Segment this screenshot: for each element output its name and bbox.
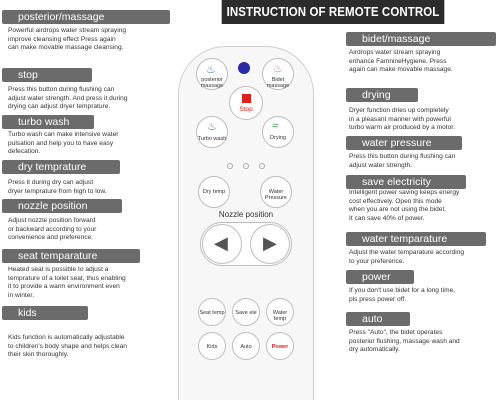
water-temp-button[interactable]: Water temp — [266, 298, 294, 326]
indicator-light-3 — [259, 163, 265, 169]
desc-dry-temprature: Press it during dry can adjust dryer temprature from high to low. — [8, 179, 107, 195]
arrow-right-icon: ▶ — [263, 233, 277, 253]
desc-drying: Dryer function dries up completely in a pleasant manner with powerful turbo warm air produced by a motor. — [349, 107, 455, 132]
turbo-wash-button[interactable]: ♨ Turbo wash — [196, 116, 228, 148]
nozzle-back-button[interactable] — [202, 224, 242, 264]
nozzle-position-label: Nozzle position — [218, 210, 274, 219]
heading-dry-temprature: dry temprature — [2, 160, 120, 174]
desc-save-electricity: Intelligent power saving keeps energy cost effectively. Open this mode when you are not using the bidet. It can save 40% of power. — [349, 189, 460, 222]
desc-auto: Press "Auto", the bidet operates posterior flushing, massage wash and dry automatically. — [349, 329, 460, 354]
drying-icon: ≈ — [272, 120, 279, 132]
desc-water-temparature: Adjust the water temparature according to your preference. — [349, 249, 465, 265]
desc-seat-temparature: Heated seat is possible to adjust a temprature of a toilet seat, thus enabling it to provide a warm environment even in winter. — [8, 266, 126, 299]
drying-button[interactable]: ≈ Drying — [262, 116, 294, 148]
heading-power: power — [346, 270, 414, 284]
heading-turbo-wash: turbo wash — [2, 115, 94, 129]
heading-nozzle-position: nozzle position — [2, 199, 122, 213]
power-button[interactable]: Power — [266, 332, 294, 360]
arrow-left-icon: ◀ — [214, 233, 228, 253]
desc-bidet-massage: Airdrops water stream spraying enhance FamnineHygiene. Press again can make movable massage. — [349, 49, 453, 74]
dry-temp-button[interactable]: Dry temp — [198, 176, 230, 208]
turbo-icon: ♨ — [207, 121, 217, 133]
desc-kids: Kids function is automatically adjustable to children's body shape and helps clean their skin thoroughly. — [8, 334, 127, 359]
heading-auto: auto — [346, 312, 410, 326]
indicator-light-1 — [227, 163, 233, 169]
desc-water-pressure: Press this button during flushing can adjust water strength. — [349, 153, 456, 169]
heading-water-temparature: water temparature — [346, 232, 486, 246]
page-title: INSTRUCTION OF REMOTE CONTROL — [222, 0, 445, 24]
water-pressure-button[interactable]: Water Pressure — [260, 176, 292, 208]
save-electricity-button[interactable]: Save ele — [232, 298, 260, 326]
posterior-icon: ♨ — [206, 64, 216, 76]
heading-seat-temparature: seat temparature — [2, 249, 140, 263]
heading-water-pressure: water pressure — [346, 136, 462, 150]
desc-nozzle-position: Adjust nozzle position forward or backward according to your convenience and preference. — [8, 217, 97, 242]
bidet-massage-button[interactable]: ♨ Bidet massage — [262, 58, 294, 90]
bidet-icon: ♨ — [273, 63, 283, 75]
posterior-massage-button[interactable]: ♨ posterior massage — [196, 58, 228, 90]
indicator-light-2 — [243, 163, 249, 169]
heading-save-electricity: save electricity — [346, 175, 466, 189]
desc-stop: Press this button during flushing can adjust water strength. And press it during drying can adjust dryer temprature. — [8, 86, 128, 111]
desc-posterior-massage: Powerful airdrops water stream spraying improve cleansing effect Press again can make movable massage cleansing. — [8, 27, 127, 52]
desc-turbo-wash: Turbo wash can make intensive water pulsation and help you to have easy defecation. — [8, 131, 119, 156]
heading-stop: stop — [2, 68, 92, 82]
heading-kids: kids — [2, 306, 88, 320]
seat-temp-button[interactable]: Seat temp — [198, 298, 226, 326]
auto-button[interactable]: Auto — [232, 332, 260, 360]
heading-bidet-massage: bidet/massage — [346, 32, 496, 46]
heading-posterior-massage: posterior/massage — [2, 10, 170, 24]
kids-button[interactable]: Kids — [198, 332, 226, 360]
heading-drying: drying — [346, 88, 418, 102]
desc-power: If you don't use bidet for a long time, pls press power off. — [349, 287, 456, 303]
stop-icon — [242, 94, 251, 103]
indicator-icon — [238, 62, 250, 74]
stop-button[interactable]: Stop — [229, 86, 263, 120]
nozzle-forward-button[interactable] — [250, 224, 290, 264]
